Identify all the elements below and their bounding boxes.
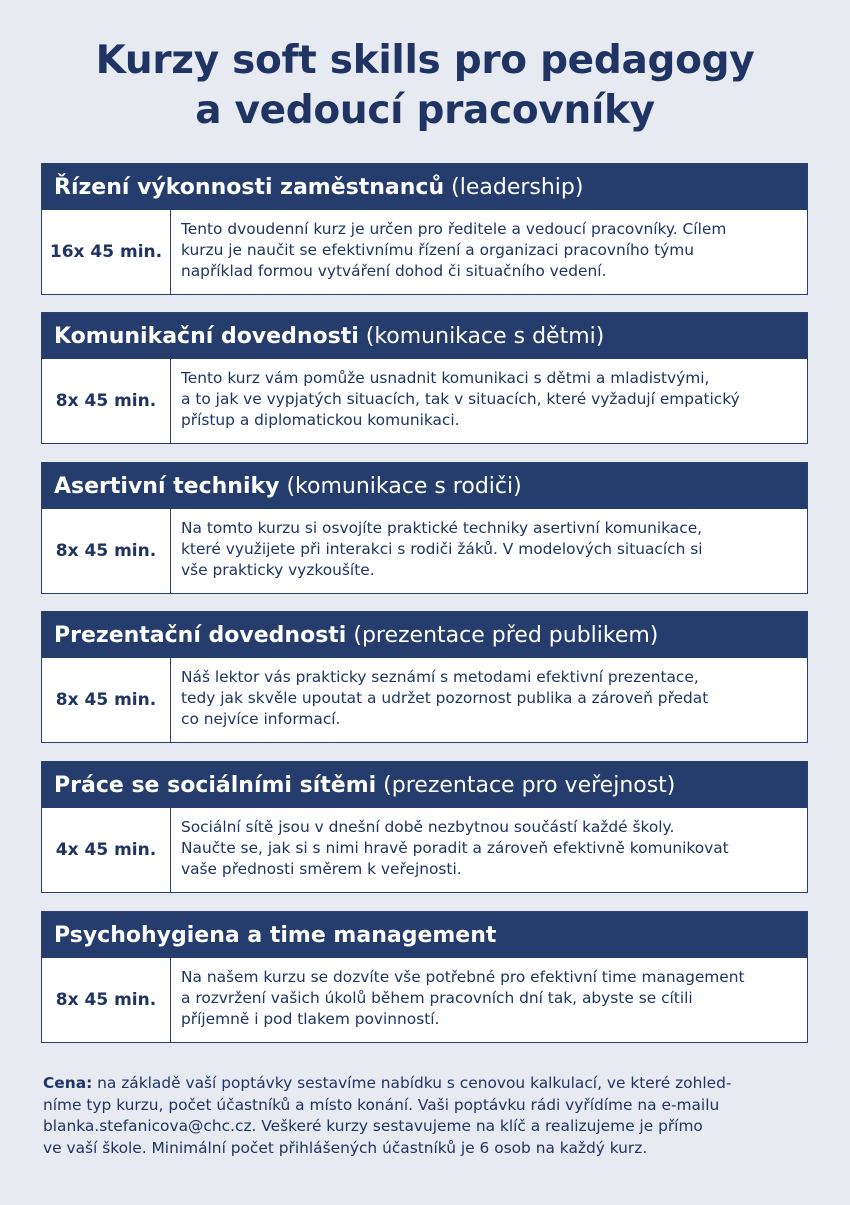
description-line: Tento kurz vám pomůže usnadnit komunikaci s dětmi a mladistvými, bbox=[181, 369, 710, 387]
course-header bbox=[42, 164, 807, 210]
description-line: Sociální sítě jsou v dnešní době nezbytnou součástí každé školy. bbox=[181, 818, 675, 836]
course-name: Prezentační dovednosti bbox=[54, 622, 347, 648]
title-line-2: a vedoucí pracovníky bbox=[195, 88, 655, 133]
course-subtitle: (prezentace pro veřejnost) bbox=[383, 772, 676, 798]
course-name: Komunikační dovednosti bbox=[54, 323, 359, 349]
course-name: Práce se sociálními sítěmi bbox=[54, 772, 377, 798]
course-card-assertive bbox=[41, 462, 808, 594]
course-description bbox=[171, 808, 807, 892]
course-duration: 8x 45 min. bbox=[42, 958, 171, 1042]
course-card-leadership bbox=[41, 163, 808, 295]
course-description bbox=[171, 658, 807, 742]
description-line: Tento dvoudenní kurz je určen pro ředitele a vedoucí pracovníky. Cílem bbox=[181, 220, 727, 238]
course-subtitle: (leadership) bbox=[451, 174, 584, 200]
description-line: Naučte se, jak si s nimi hravě poradit a zároveň efektivně komunikovat bbox=[181, 839, 729, 857]
course-header bbox=[42, 612, 807, 658]
course-body bbox=[42, 509, 807, 593]
course-header bbox=[42, 762, 807, 808]
description-line: a rozvržení vašich úkolů během pracovních dní tak, abyste se cítili bbox=[181, 989, 693, 1007]
description-line: Na tomto kurzu si osvojíte praktické techniky asertivní komunikace, bbox=[181, 519, 703, 537]
course-duration: 8x 45 min. bbox=[42, 658, 171, 742]
course-duration: 16x 45 min. bbox=[42, 210, 171, 294]
course-subtitle: (komunikace s dětmi) bbox=[365, 323, 605, 349]
course-card-psychohygiene bbox=[41, 911, 808, 1043]
price-note bbox=[43, 1073, 809, 1159]
description-line: vaše přednosti směrem k veřejnosti. bbox=[181, 860, 462, 878]
course-duration: 8x 45 min. bbox=[42, 359, 171, 443]
course-body bbox=[42, 808, 807, 892]
course-card-presentation bbox=[41, 611, 808, 743]
course-description bbox=[171, 359, 807, 443]
course-body bbox=[42, 658, 807, 742]
course-subtitle: (komunikace s rodiči) bbox=[286, 473, 522, 499]
price-line: ve vaší škole. Minimální počet přihlášených účastníků je 6 osob na každý kurz. bbox=[43, 1138, 648, 1157]
course-subtitle: (prezentace před publikem) bbox=[353, 622, 659, 648]
price-line: níme typ kurzu, počet účastníků a místo konání. Vaši poptávku rádi vyřídíme na e-mailu bbox=[43, 1095, 720, 1114]
course-header bbox=[42, 912, 807, 958]
course-header bbox=[42, 463, 807, 509]
description-line: vše prakticky vyzkoušíte. bbox=[181, 561, 375, 579]
course-description bbox=[171, 958, 807, 1042]
price-line: blanka.stefanicova@chc.cz. Veškeré kurzy sestavujeme na klíč a realizujeme je přímo bbox=[43, 1117, 703, 1135]
description-line: kurzu je naučit se efektivnímu řízení a organizaci pracovního týmu bbox=[181, 241, 694, 259]
price-line bbox=[43, 1073, 809, 1095]
course-body bbox=[42, 210, 807, 294]
title-line-1: Kurzy soft skills pro pedagogy bbox=[95, 38, 755, 83]
course-duration: 4x 45 min. bbox=[42, 808, 171, 892]
description-line: a to jak ve vypjatých situacích, tak v situacích, které vyžadují empatický bbox=[181, 390, 740, 408]
course-body bbox=[42, 359, 807, 443]
course-header bbox=[42, 313, 807, 359]
course-card-social-media bbox=[41, 761, 808, 893]
description-line: příjemně i pod tlakem povinností. bbox=[181, 1010, 440, 1028]
description-line: například formou vytváření dohod či situačního vedení. bbox=[181, 262, 607, 280]
description-line: co nejvíce informací. bbox=[181, 710, 341, 728]
description-line: které využijete při interakci s rodiči žáků. V modelových situacích si bbox=[181, 540, 703, 558]
course-description bbox=[171, 210, 807, 294]
price-text: na základě vaší poptávky sestavíme nabídku s cenovou kalkulací, ve které zohled- bbox=[97, 1074, 732, 1092]
course-card-communication bbox=[41, 312, 808, 444]
description-line: tedy jak skvěle upoutat a udržet pozornost publika a zároveň předat bbox=[181, 689, 709, 707]
course-description bbox=[171, 509, 807, 593]
course-name: Asertivní techniky bbox=[54, 473, 280, 499]
price-label: Cena: bbox=[43, 1074, 93, 1092]
course-body bbox=[42, 958, 807, 1042]
course-duration: 8x 45 min. bbox=[42, 509, 171, 593]
description-line: Náš lektor vás prakticky seznámí s metodami efektivní prezentace, bbox=[181, 668, 699, 686]
page-title bbox=[0, 36, 850, 136]
course-name: Psychohygiena a time management bbox=[54, 922, 497, 948]
description-line: přístup a diplomatickou komunikaci. bbox=[181, 411, 460, 429]
description-line: Na našem kurzu se dozvíte vše potřebné pro efektivní time management bbox=[181, 968, 745, 986]
course-name: Řízení výkonnosti zaměstnanců bbox=[54, 174, 445, 200]
